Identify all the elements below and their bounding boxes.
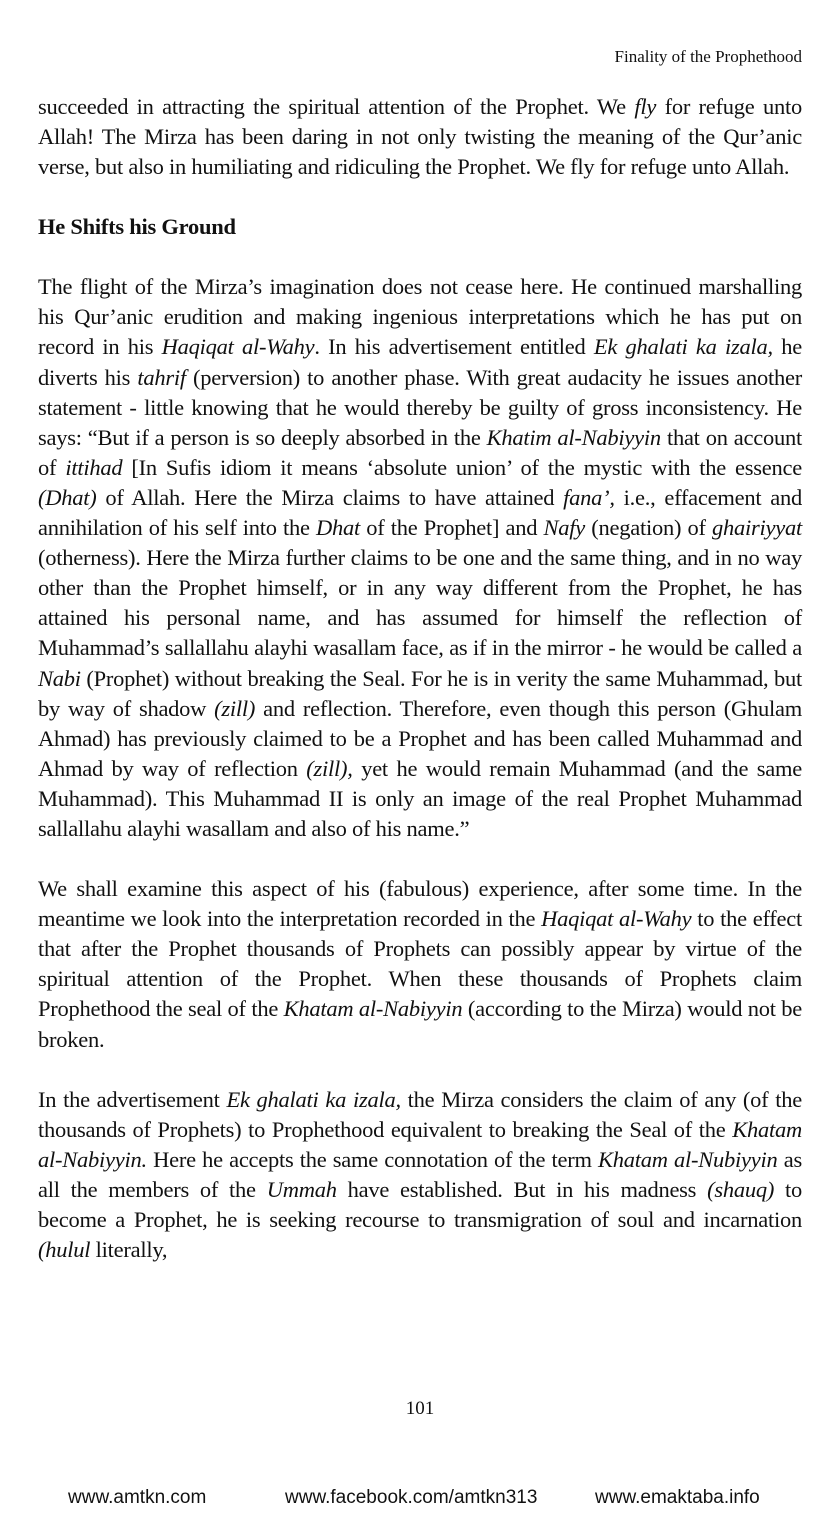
footer-link-emaktaba[interactable]: www.emaktaba.info bbox=[595, 1487, 760, 1508]
footer-link-facebook[interactable]: www.facebook.com/amtkn313 bbox=[285, 1487, 538, 1508]
page-body bbox=[38, 92, 802, 1265]
running-title: Finality of the Prophethood bbox=[614, 47, 802, 66]
paragraph-1: succeeded in attracting the spiritual attention of the Prophet. We fly for refuge unto Allah! The Mirza has been daring in not only twisting the meaning of the Qur’anic verse, but also in humiliating and ridiculing the Prophet. We fly for refuge unto Allah. bbox=[38, 94, 802, 180]
paragraph-3: We shall examine this aspect of his (fabulous) experience, after some time. In the meantime we look into the interpretation recorded in the Haqiqat al-Wahy to the effect that after the Prophet thousands of Prophets can possibly appear by virtue of the spiritual attention of the Prophet. When these thousands of Prophets claim Prophethood the seal of the Khatam al-Nabiyyin (according to the Mirza) would not be broken. bbox=[38, 876, 803, 1052]
page-number: 101 bbox=[405, 1398, 435, 1419]
paragraph-4: In the advertisement Ek ghalati ka izala, the Mirza considers the claim of any (of the thousands of Prophets) to Prophethood equivalent to breaking the Seal of the Khatam al-Nabiyyin. Here he accepts the same connotation of the term Khatam al-Nubiyyin as all the members of the Ummah have established. But in his madness (shauq) to become a Prophet, he is seeking recourse to transmigration of soul and incarnation (hulul literally, bbox=[38, 1086, 803, 1263]
section-heading: He Shifts his Ground bbox=[38, 214, 236, 240]
footer-link-amtkn[interactable]: www.amtkn.com bbox=[68, 1487, 207, 1508]
footer bbox=[0, 1487, 840, 1517]
paragraph-2: The flight of the Mirza’s imagination does not cease here. He continued marshalling his Qur’anic erudition and making ingenious interpretations which he has put on record in his Haqiqat al-Wahy. In his advertisement entitled Ek ghalati ka izala, he diverts his tahrif (perversion) to another phase. With great audacity he issues another statement - little knowing that he would thereby be guilty of gross inconsistency. He says: “But if a person is so deeply absorbed in the Khatim al-Nabiyyin that on account of ittihad [In Sufis idiom it means ‘absolute union’ of the mystic with the essence (Dhat) of Allah. Here the Mirza claims to have attained fana’, i.e., effacement and annihilation of his self into the Dhat of the Prophet] and Nafy (negation) of ghairiyyat (otherness). Here the Mirza further claims to be one and the same thing, and in no way other than the Prophet himself, or in any way different from the Prophet, he has attained his personal name, and has assumed for himself the reflection of Muhammad’s sallallahu alayhi wasallam face, as if in the mirror - he would be called a Nabi (Prophet) without breaking the Seal. For he is in verity the same Muhammad, but by way of shadow (zill) and reflection. Therefore, even though this person (Ghulam Ahmad) has previously claimed to be a Prophet and has been called Muhammad and Ahmad by way of reflection (zill), yet he would remain Muhammad (and the same Muhammad). This Muhammad II is only an image of the real Prophet Muhammad sallallahu alayhi wasallam and also of his name.” bbox=[38, 274, 802, 841]
